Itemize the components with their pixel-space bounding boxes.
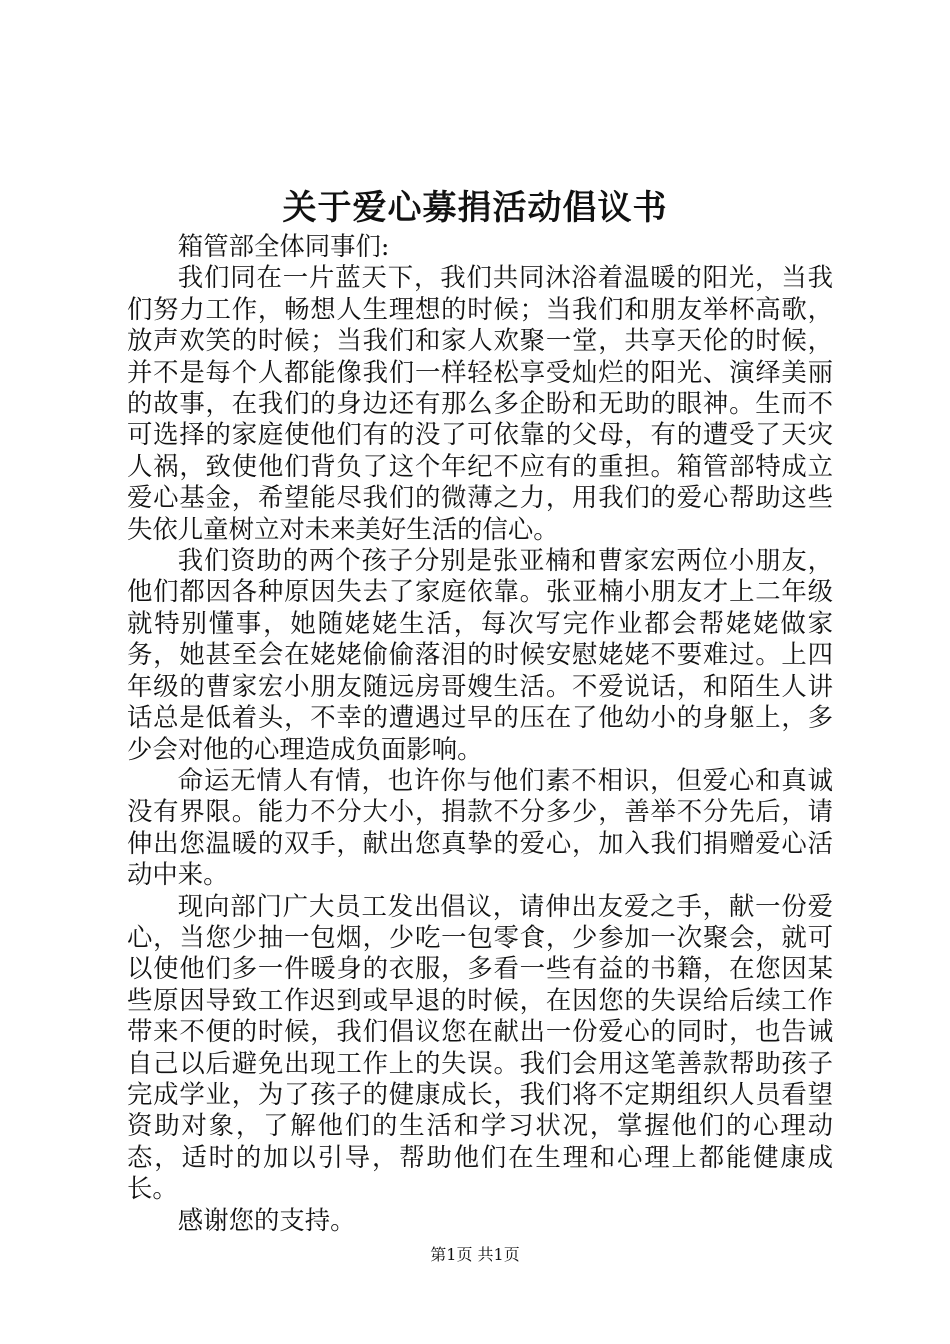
paragraph-4: 现向部门广大员工发出倡议，请伸出友爱之手，献一份爱心，当您少抽一包烟，少吃一包零食，少参加一次聚会，就可以使他们多一件暖身的衣服，多看一些有益的书籍，在您因某些原因导致工作迟到或早退的时候，在因您的失误给后续工作带来不便的时候，我们倡议您在献出一份爱心的同时，也告诫自己以后避免出现工作上的失误。我们会用这笔善款帮助孩子完成学业，为了孩子的健康成长，我们将不定期组织人员看望资助对象，了解他们的生活和学习状况，掌握他们的心理动态，适时的加以引导，帮助他们在生理和心理上都能健康成长。 bbox=[127, 890, 833, 1204]
paragraph-2: 我们资助的两个孩子分别是张亚楠和曹家宏两位小朋友，他们都因各种原因失去了家庭依靠。张亚楠小朋友才上二年级就特别懂事，她随姥姥生活，每次写完作业都会帮姥姥做家务，她甚至会在姥姥偷偷落泪的时候安慰姥姥不要难过。上四年级的曹家宏小朋友随远房哥嫂生活。不爱说话，和陌生人讲话总是低着头，不幸的遭遇过早的压在了他幼小的身躯上，多少会对他的心理造成负面影响。 bbox=[127, 545, 833, 764]
paragraph-3: 命运无情人有情，也许你与他们素不相识，但爱心和真诚没有界限。能力不分大小，捐款不分多少，善举不分先后，请伸出您温暖的双手，献出您真挚的爱心，加入我们捐赠爱心活动中来。 bbox=[127, 764, 833, 890]
document-title: 关于爱心募捐活动倡议书 bbox=[282, 188, 668, 228]
closing-line: 感谢您的支持。 bbox=[177, 1204, 356, 1235]
page-footer: 第1页 共1页 bbox=[430, 1245, 520, 1264]
salutation: 箱管部全体同事们: bbox=[177, 231, 390, 261]
document-body bbox=[127, 231, 833, 1236]
paragraph-1: 我们同在一片蓝天下，我们共同沐浴着温暖的阳光，当我们努力工作，畅想人生理想的时候；当我们和朋友举杯高歌，放声欢笑的时候；当我们和家人欢聚一堂，共享天伦的时候，并不是每个人都能像我们一样轻松享受灿烂的阳光、演绎美丽的故事，在我们的身边还有那么多企盼和无助的眼神。生而不可选择的家庭使他们有的没了可依靠的父母，有的遭受了天灾人祸，致使他们背负了这个年纪不应有的重担。箱管部特成立爱心基金，希望能尽我们的微薄之力，用我们的爱心帮助这些失依儿童树立对未来美好生活的信心。 bbox=[127, 262, 833, 544]
